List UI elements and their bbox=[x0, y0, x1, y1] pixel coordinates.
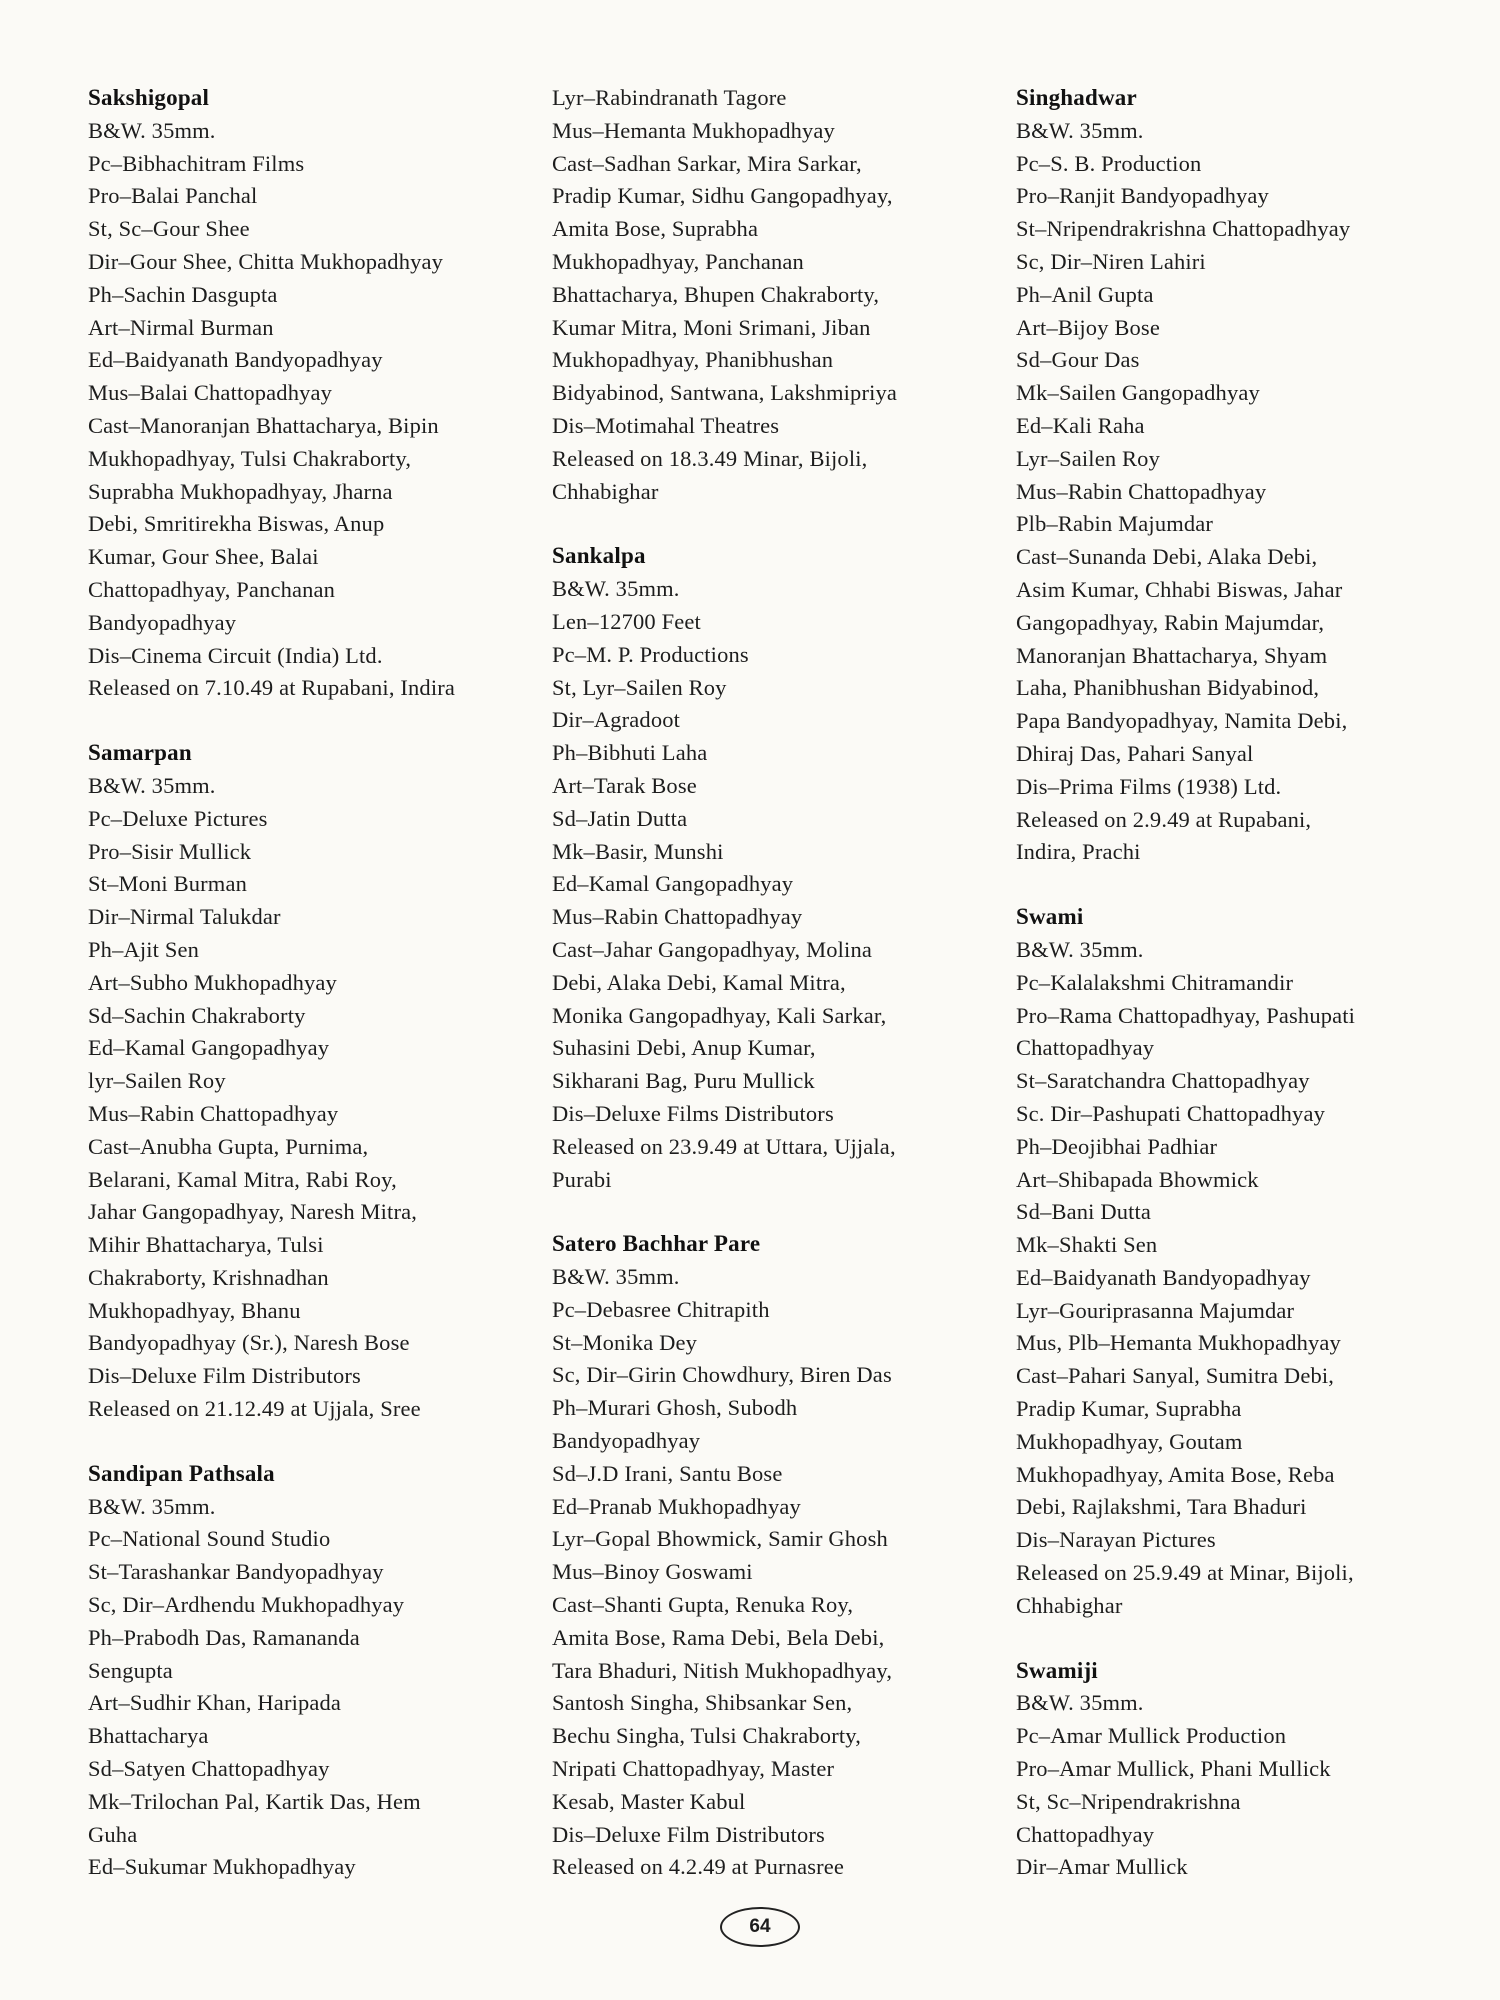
credit-line: Dis–Prima Films (1938) Ltd. bbox=[1016, 773, 1282, 799]
credit-line: Dis–Narayan Pictures bbox=[1016, 1527, 1216, 1553]
credit-line: B&W. 35mm. bbox=[88, 117, 216, 143]
credit-line: B&W. 35mm. bbox=[88, 1493, 216, 1519]
credit-line: Ed–Kamal Gangopadhyay bbox=[88, 1035, 330, 1061]
credit-line: Ph–Deojibhai Padhiar bbox=[1016, 1133, 1218, 1159]
credit-line: Sengupta bbox=[88, 1657, 173, 1683]
credit-line: Bandyopadhyay bbox=[552, 1428, 701, 1454]
credit-line: Cast–Shanti Gupta, Renuka Roy, bbox=[552, 1592, 854, 1618]
credit-line: Santosh Singha, Shibsankar Sen, bbox=[552, 1690, 853, 1716]
credit-line: Dis–Cinema Circuit (India) Ltd. bbox=[88, 642, 383, 668]
credit-line: Dis–Deluxe Films Distributors bbox=[552, 1100, 834, 1126]
credit-line: Dis–Deluxe Film Distributors bbox=[88, 1363, 361, 1389]
credit-line: St–Tarashankar Bandyopadhyay bbox=[88, 1559, 384, 1585]
credit-line: Ed–Baidyanath Bandyopadhyay bbox=[88, 347, 383, 373]
film-entry bbox=[88, 737, 528, 1426]
credit-line: Cast–Sunanda Debi, Alaka Debi, bbox=[1016, 544, 1318, 570]
film-entry bbox=[552, 1228, 1004, 1884]
credit-line: Pc–M. P. Productions bbox=[552, 641, 749, 667]
credit-line: B&W. 35mm. bbox=[1016, 1690, 1144, 1716]
credit-line: Chhabighar bbox=[552, 478, 659, 504]
credit-line: St, Lyr–Sailen Roy bbox=[552, 674, 727, 700]
credit-line: Mukhopadhyay, Goutam bbox=[1016, 1428, 1243, 1454]
credit-line: Ph–Sachin Dasgupta bbox=[88, 281, 278, 307]
credit-line: Ed–Sukumar Mukhopadhyay bbox=[88, 1854, 356, 1880]
credit-line: Pc–Debasree Chitrapith bbox=[552, 1296, 770, 1322]
credit-line: Monika Gangopadhyay, Kali Sarkar, bbox=[552, 1002, 887, 1028]
credit-line: St–Saratchandra Chattopadhyay bbox=[1016, 1068, 1310, 1094]
credit-line: Pc–Amar Mullick Production bbox=[1016, 1723, 1287, 1749]
credit-line: Released on 7.10.49 at Rupabani, Indira bbox=[88, 675, 456, 701]
credit-line: Papa Bandyopadhyay, Namita Debi, bbox=[1016, 708, 1348, 734]
credit-line: Ph–Bibhuti Laha bbox=[552, 740, 708, 766]
credit-line: St–Monika Dey bbox=[552, 1329, 698, 1355]
credit-line: Mus–Rabin Chattopadhyay bbox=[552, 904, 803, 930]
credit-line: Sikharani Bag, Puru Mullick bbox=[552, 1068, 815, 1094]
credit-line: Mk–Trilochan Pal, Kartik Das, Hem bbox=[88, 1788, 421, 1814]
credit-line: Mus–Hemanta Mukhopadhyay bbox=[552, 117, 835, 143]
credit-line: Mukhopadhyay, Bhanu bbox=[88, 1297, 301, 1323]
credit-line: Cast–Jahar Gangopadhyay, Molina bbox=[552, 936, 872, 962]
credit-line: Released on 4.2.49 at Purnasree bbox=[552, 1854, 845, 1880]
credit-line: Pro–Balai Panchal bbox=[88, 183, 258, 209]
credit-line: Lyr–Sailen Roy bbox=[1016, 445, 1160, 471]
credit-line: Pro–Amar Mullick, Phani Mullick bbox=[1016, 1756, 1331, 1782]
credit-line: St, Sc–Nripendrakrishna bbox=[1016, 1788, 1241, 1814]
credit-line: Mus–Rabin Chattopadhyay bbox=[88, 1100, 339, 1126]
credit-line: Chattopadhyay, Panchanan bbox=[88, 576, 336, 602]
credit-line: Jahar Gangopadhyay, Naresh Mitra, bbox=[88, 1199, 418, 1225]
credit-line: Ph–Ajit Sen bbox=[88, 936, 200, 962]
credit-line: Pc–Deluxe Pictures bbox=[88, 805, 268, 831]
credit-line: Sc, Dir–Girin Chowdhury, Biren Das bbox=[552, 1362, 892, 1388]
film-title: Satero Bachhar Pare bbox=[552, 1231, 761, 1257]
credit-line: Ph–Anil Gupta bbox=[1016, 281, 1154, 307]
credit-line: Chattopadhyay bbox=[1016, 1035, 1155, 1061]
credit-line: Sd–Sachin Chakraborty bbox=[88, 1002, 306, 1028]
credit-line: Sd–J.D Irani, Santu Bose bbox=[552, 1460, 783, 1486]
credit-line: Tara Bhaduri, Nitish Mukhopadhyay, bbox=[552, 1657, 893, 1683]
credit-line: Mukhopadhyay, Phanibhushan bbox=[552, 347, 834, 373]
credit-line: Released on 21.12.49 at Ujjala, Sree bbox=[88, 1396, 421, 1422]
credit-line: Sd–Bani Dutta bbox=[1016, 1199, 1152, 1225]
credit-line: Manoranjan Bhattacharya, Shyam bbox=[1016, 642, 1328, 668]
credit-line: Cast–Sadhan Sarkar, Mira Sarkar, bbox=[552, 150, 862, 176]
credit-line: Suprabha Mukhopadhyay, Jharna bbox=[88, 478, 393, 504]
film-title: Sandipan Pathsala bbox=[88, 1460, 275, 1486]
credit-line: Mus, Plb–Hemanta Mukhopadhyay bbox=[1016, 1330, 1341, 1356]
film-title: Sakshigopal bbox=[88, 85, 210, 110]
credit-line: Art–Nirmal Burman bbox=[88, 314, 274, 340]
credit-line: Sc. Dir–Pashupati Chattopadhyay bbox=[1016, 1100, 1325, 1126]
credit-line: Pc–Bibhachitram Films bbox=[88, 150, 305, 176]
credit-line: Pradip Kumar, Sidhu Gangopadhyay, bbox=[552, 183, 893, 209]
credit-line: Mk–Sailen Gangopadhyay bbox=[1016, 380, 1260, 406]
credit-line: Laha, Phanibhushan Bidyabinod, bbox=[1016, 675, 1320, 701]
credit-line: Ph–Prabodh Das, Ramananda bbox=[88, 1624, 360, 1650]
credit-line: Plb–Rabin Majumdar bbox=[1016, 511, 1214, 537]
credit-line: Bandyopadhyay bbox=[88, 609, 237, 635]
credit-line: Dis–Motimahal Theatres bbox=[552, 412, 780, 438]
credit-line: Amita Bose, Rama Debi, Bela Debi, bbox=[552, 1624, 885, 1650]
credit-line: Kumar Mitra, Moni Srimani, Jiban bbox=[552, 314, 871, 340]
credit-line: B&W. 35mm. bbox=[88, 772, 216, 798]
credit-line: Mk–Shakti Sen bbox=[1016, 1232, 1158, 1258]
credit-line: Ed–Kali Raha bbox=[1016, 412, 1145, 438]
credit-line: Pc–S. B. Production bbox=[1016, 150, 1202, 176]
credit-line: Sd–Satyen Chattopadhyay bbox=[88, 1756, 330, 1782]
credit-line: Sd–Jatin Dutta bbox=[552, 805, 688, 831]
credit-line: Released on 2.9.49 at Rupabani, bbox=[1016, 806, 1312, 832]
film-entry bbox=[1016, 82, 1466, 869]
column-1 bbox=[88, 82, 528, 1916]
column-3 bbox=[1016, 82, 1466, 1916]
credit-line: Lyr–Gopal Bhowmick, Samir Ghosh bbox=[552, 1526, 888, 1552]
credit-line: St–Moni Burman bbox=[88, 871, 247, 897]
credit-line: Belarani, Kamal Mitra, Rabi Roy, bbox=[88, 1166, 397, 1192]
credit-line: Gangopadhyay, Rabin Majumdar, bbox=[1016, 609, 1325, 635]
credit-line: Chhabighar bbox=[1016, 1592, 1123, 1618]
credit-line: Kumar, Gour Shee, Balai bbox=[88, 544, 319, 570]
credit-line: Nripati Chattopadhyay, Master bbox=[552, 1756, 835, 1782]
film-entry bbox=[552, 82, 1004, 508]
credit-line: Chattopadhyay bbox=[1016, 1821, 1155, 1847]
credit-line: Released on 25.9.49 at Minar, Bijoli, bbox=[1016, 1560, 1354, 1586]
credit-line: Mus–Rabin Chattopadhyay bbox=[1016, 478, 1267, 504]
credit-line: St–Nripendrakrishna Chattopadhyay bbox=[1016, 216, 1351, 242]
credit-line: Ph–Murari Ghosh, Subodh bbox=[552, 1395, 798, 1421]
credit-line: Pc–Kalalakshmi Chitramandir bbox=[1016, 969, 1294, 995]
credit-line: Indira, Prachi bbox=[1016, 839, 1141, 865]
credit-line: Ed–Pranab Mukhopadhyay bbox=[552, 1493, 801, 1519]
credit-line: Bhattacharya bbox=[88, 1723, 209, 1749]
credit-line: Art–Bijoy Bose bbox=[1016, 314, 1160, 340]
credit-line: Dir–Nirmal Talukdar bbox=[88, 904, 281, 930]
credit-line: B&W. 35mm. bbox=[552, 1264, 680, 1290]
credit-line: Pradip Kumar, Suprabha bbox=[1016, 1396, 1242, 1422]
credit-line: Sc, Dir–Niren Lahiri bbox=[1016, 248, 1206, 274]
film-title: Singhadwar bbox=[1016, 85, 1137, 110]
film-entry bbox=[1016, 901, 1466, 1623]
credit-line: Dir–Agradoot bbox=[552, 707, 681, 733]
credit-line: Dis–Deluxe Film Distributors bbox=[552, 1821, 825, 1847]
column-2 bbox=[552, 82, 1004, 1916]
credit-line: Mus–Binoy Goswami bbox=[552, 1559, 753, 1585]
film-title: Swamiji bbox=[1016, 1657, 1098, 1683]
credit-line: Lyr–Gouriprasanna Majumdar bbox=[1016, 1297, 1295, 1323]
film-entry bbox=[88, 1458, 528, 1884]
credit-line: Suhasini Debi, Anup Kumar, bbox=[552, 1035, 816, 1061]
credit-line: Bhattacharya, Bhupen Chakraborty, bbox=[552, 281, 880, 307]
film-entry bbox=[88, 82, 528, 705]
credit-line: Cast–Anubha Gupta, Purnima, bbox=[88, 1133, 369, 1159]
credit-line: Chakraborty, Krishnadhan bbox=[88, 1264, 329, 1290]
credit-line: Amita Bose, Suprabha bbox=[552, 216, 759, 242]
credit-line: Dir–Amar Mullick bbox=[1016, 1854, 1188, 1880]
credit-line: Bandyopadhyay (Sr.), Naresh Bose bbox=[88, 1330, 410, 1356]
credit-line: Mukhopadhyay, Amita Bose, Reba bbox=[1016, 1461, 1335, 1487]
credit-line: Bidyabinod, Santwana, Lakshmipriya bbox=[552, 380, 898, 406]
credit-line: Pro–Rama Chattopadhyay, Pashupati bbox=[1016, 1002, 1356, 1028]
credit-line: Pro–Sisir Mullick bbox=[88, 838, 252, 864]
credit-line: Art–Subho Mukhopadhyay bbox=[88, 969, 337, 995]
credit-line: Cast–Manoranjan Bhattacharya, Bipin bbox=[88, 412, 439, 438]
film-entry bbox=[1016, 1655, 1466, 1885]
credit-line: Mukhopadhyay, Panchanan bbox=[552, 248, 804, 274]
credit-line: Cast–Pahari Sanyal, Sumitra Debi, bbox=[1016, 1363, 1335, 1389]
credit-line: B&W. 35mm. bbox=[552, 576, 680, 602]
film-title: Sankalpa bbox=[552, 543, 646, 569]
credit-line: Debi, Alaka Debi, Kamal Mitra, bbox=[552, 969, 846, 995]
credit-line: Sc, Dir–Ardhendu Mukhopadhyay bbox=[88, 1592, 405, 1618]
credit-line: St, Sc–Gour Shee bbox=[88, 216, 250, 242]
credit-line: B&W. 35mm. bbox=[1016, 936, 1144, 962]
credit-line: Mihir Bhattacharya, Tulsi bbox=[88, 1232, 324, 1258]
credit-line: B&W. 35mm. bbox=[1016, 117, 1144, 143]
credit-line: Ed–Kamal Gangopadhyay bbox=[552, 871, 794, 897]
credit-line: Art–Sudhir Khan, Haripada bbox=[88, 1690, 342, 1716]
credit-line: Debi, Smritirekha Biswas, Anup bbox=[88, 511, 385, 537]
credit-line: Mk–Basir, Munshi bbox=[552, 838, 724, 864]
credit-line: Pro–Ranjit Bandyopadhyay bbox=[1016, 183, 1269, 209]
page-number: 64 bbox=[720, 1907, 800, 1947]
credit-line: Released on 23.9.49 at Uttara, Ujjala, bbox=[552, 1133, 896, 1159]
credit-line: Ed–Baidyanath Bandyopadhyay bbox=[1016, 1264, 1311, 1290]
credit-line: Art–Tarak Bose bbox=[552, 772, 697, 798]
credit-line: Mukhopadhyay, Tulsi Chakraborty, bbox=[88, 445, 412, 471]
credit-line: Dhiraj Das, Pahari Sanyal bbox=[1016, 740, 1254, 766]
credit-line: Asim Kumar, Chhabi Biswas, Jahar bbox=[1016, 576, 1343, 602]
credit-line: lyr–Sailen Roy bbox=[88, 1068, 226, 1094]
credit-line: Kesab, Master Kabul bbox=[552, 1788, 746, 1814]
credit-line: Lyr–Rabindranath Tagore bbox=[552, 85, 787, 110]
credit-line: Pc–National Sound Studio bbox=[88, 1526, 331, 1552]
film-title: Samarpan bbox=[88, 740, 192, 766]
credit-line: Bechu Singha, Tulsi Chakraborty, bbox=[552, 1723, 861, 1749]
credit-line: Mus–Balai Chattopadhyay bbox=[88, 380, 333, 406]
credit-line: Len–12700 Feet bbox=[552, 608, 701, 634]
credit-line: Debi, Rajlakshmi, Tara Bhaduri bbox=[1016, 1494, 1307, 1520]
film-entry bbox=[552, 540, 1004, 1196]
credit-line: Art–Shibapada Bhowmick bbox=[1016, 1166, 1259, 1192]
credit-line: Released on 18.3.49 Minar, Bijoli, bbox=[552, 445, 868, 471]
credit-line: Sd–Gour Das bbox=[1016, 347, 1140, 373]
credit-line: Dir–Gour Shee, Chitta Mukhopadhyay bbox=[88, 248, 444, 274]
credit-line: Purabi bbox=[552, 1166, 612, 1192]
film-title: Swami bbox=[1016, 904, 1084, 930]
credit-line: Guha bbox=[88, 1821, 138, 1847]
